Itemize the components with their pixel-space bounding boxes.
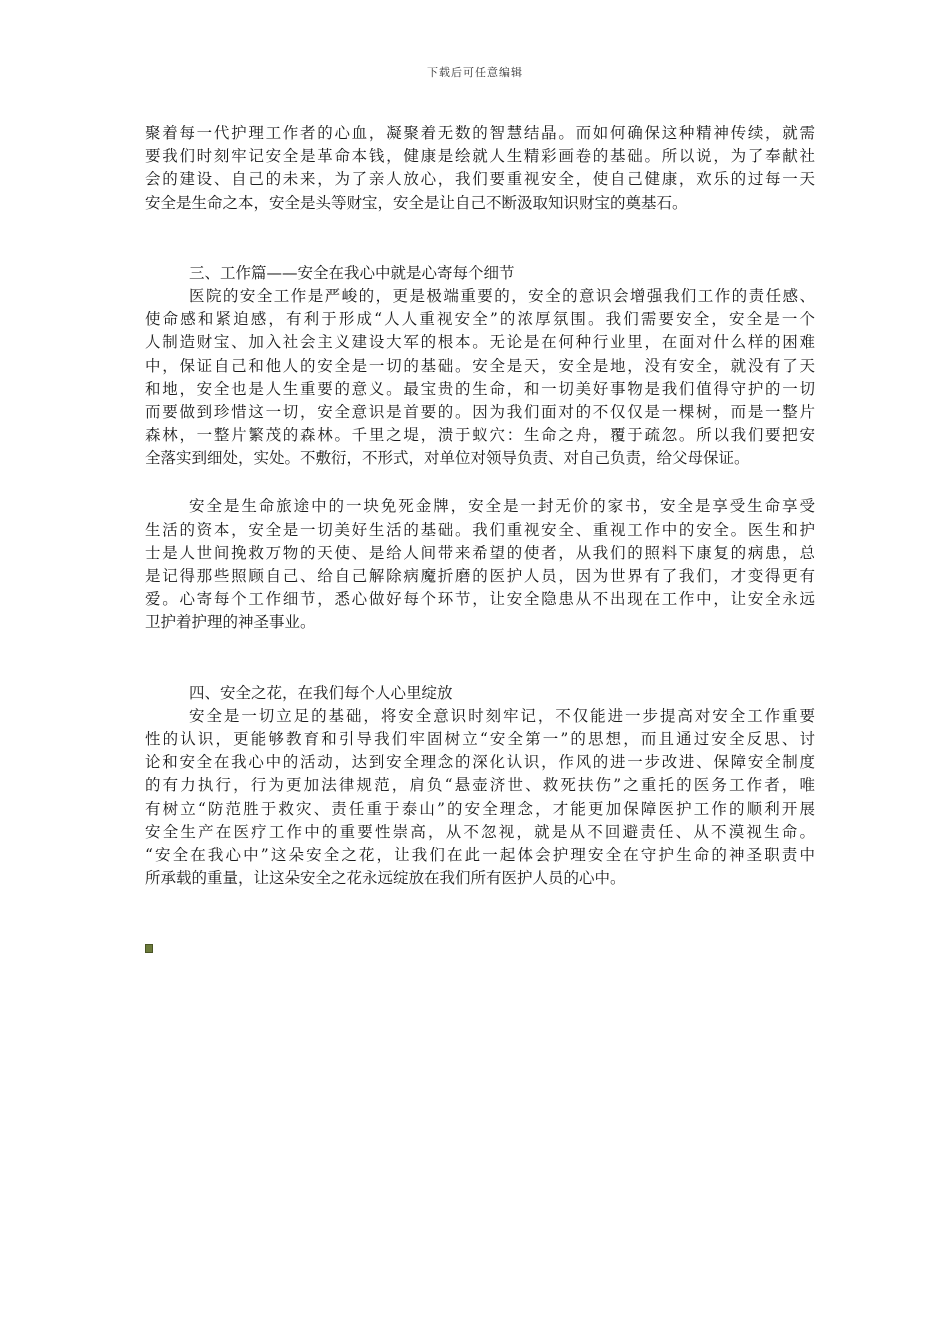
section-3-paragraph-1 <box>145 285 815 471</box>
section-3-paragraph-2 <box>145 495 815 634</box>
section-3-heading: 三、工作篇——安全在我心中就是心寄每个细节 <box>189 263 515 282</box>
text-line: 卫护着护理的神圣事业。 <box>145 613 316 632</box>
text-line: 安全生产在医疗工作中的重要性崇高，从不忽视，就是从不回避责任、从不漠视生命。 <box>145 822 815 841</box>
text-line: 安全是生命旅途中的一块免死金牌，安全是一封无价的家书，安全是享受生命享受 <box>189 497 815 516</box>
text-line: 有树立“防范胜于救灾、责任重于泰山”的安全理念，才能更加保障医护工作的顺利开展 <box>145 799 815 818</box>
text-line: 全落实到细处，实处。不敷衍，不形式，对单位对领导负责、对自己负责，给父母保证。 <box>145 449 750 468</box>
text-line: 安全是一切立足的基础，将安全意识时刻牢记，不仅能进一步提高对安全工作重要 <box>189 706 815 725</box>
text-line: 的有力执行，行为更加法律规范，肩负“悬壶济世、救死扶伤”之重托的医务工作者，唯 <box>145 776 815 795</box>
text-line: 士是人世间挽救万物的天使、是给人间带来希望的使者，从我们的照料下康复的病患，总 <box>145 543 815 562</box>
section-4-paragraph-1 <box>145 705 815 891</box>
section-3 <box>145 262 815 635</box>
text-line: 生活的资本，安全是一切美好生活的基础。我们重视安全、重视工作中的安全。医生和护 <box>145 520 815 539</box>
text-line: 性的认识，更能够教育和引导我们牢固树立“安全第一”的思想，而且通过安全反思、讨 <box>145 729 815 748</box>
text-line: 人制造财宝、加入社会主义建设大军的根本。无论是在何种行业里，在面对什么样的困难 <box>145 333 815 352</box>
text-line: 森林，一整片繁茂的森林。千里之堤，溃于蚁穴：生命之舟，覆于疏忽。所以我们要把安 <box>145 426 815 445</box>
section-4 <box>145 682 815 891</box>
text-line: 爱。心寄每个工作细节，悉心做好每个环节，让安全隐患从不出现在工作中，让安全永远 <box>145 590 815 609</box>
text-line: 所承载的重量，让这朵安全之花永远绽放在我们所有医护人员的心中。 <box>145 869 626 888</box>
text-line: 是记得那些照顾自己、给自己解除病魔折磨的医护人员，因为世界有了我们，才变得更有 <box>145 567 815 585</box>
spacer <box>145 470 815 495</box>
document-body <box>145 122 815 890</box>
text-line: “安全在我心中”这朵安全之花，让我们在此一起体会护理安全在守护生命的神圣职责中 <box>145 845 815 864</box>
text-line: 论和安全在我心中的活动，达到安全理念的深化认识，作风的进一步改进、保障安全制度 <box>145 753 815 772</box>
text-line: 而要做到珍惜这一切，安全意识是首要的。因为我们面对的不仅仅是一棵树，而是一整片 <box>145 402 815 421</box>
text-line: 安全是生命之本，安全是头等财宝，安全是让自己不断汲取知识财宝的奠基石。 <box>145 193 688 212</box>
download-note: 下载后可任意编辑 <box>427 66 523 79</box>
text-line: 要我们时刻牢记安全是革命本钱，健康是绘就人生精彩画卷的基础。所以说，为了奉献社 <box>145 147 815 166</box>
section-4-heading: 四、安全之花，在我们每个人心里绽放 <box>189 683 453 702</box>
spacer <box>145 635 815 682</box>
text-line: 和地，安全也是人生重要的意义。最宝贵的生命，和一切美好事物是我们值得守护的一切 <box>145 379 815 398</box>
intro-paragraph <box>145 122 815 215</box>
spacer <box>145 215 815 262</box>
text-line: 会的建设、自己的未来，为了亲人放心，我们要重视安全，使自己健康，欢乐的过每一天 <box>145 170 815 189</box>
text-line: 中，保证自己和他人的安全是一切的基础。安全是天，安全是地，没有安全，就没有了天 <box>145 356 815 375</box>
text-line: 使命感和紧迫感，有利于形成“人人重视安全”的浓厚氛围。我们需要安全，安全是一个 <box>145 310 815 329</box>
text-line: 聚着每一代护理工作者的心血，凝聚着无数的智慧结晶。而如何确保这种精神传续，就需 <box>145 124 815 142</box>
page-end-marker-icon <box>145 944 153 953</box>
text-line: 医院的安全工作是严峻的，更是极端重要的，安全的意识会增强我们工作的责任感、 <box>189 286 815 305</box>
